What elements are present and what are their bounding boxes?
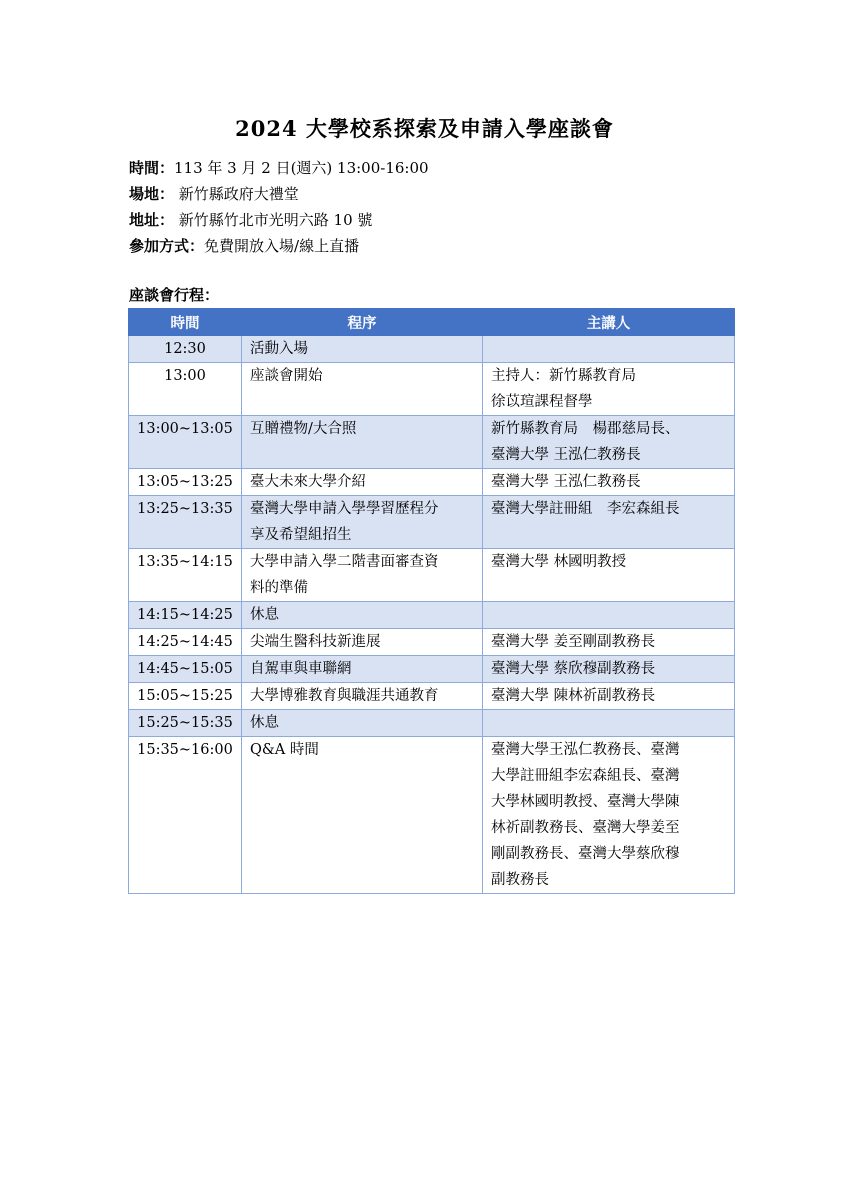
table-row — [129, 683, 735, 710]
cell-speaker: 新竹縣教育局 楊郡慈局長、 臺灣大學 王泓仁教務長 — [483, 416, 735, 469]
cell-speaker: 臺灣大學 姜至剛副教務長 — [483, 629, 735, 656]
cell-speaker: 臺灣大學 陳林祈副教務長 — [483, 683, 735, 710]
cell-program: 活動入場 — [242, 336, 483, 363]
table-row — [129, 737, 735, 894]
cell-program: 大學申請入學二階書面審查資 料的準備 — [242, 549, 483, 602]
schedule-title: 座談會行程： — [129, 286, 220, 304]
cell-program: 臺灣大學申請入學學習歷程分 享及希望組招生 — [242, 496, 483, 549]
cell-time: 14:15~14:25 — [129, 602, 242, 629]
cell-time: 13:35~14:15 — [129, 549, 242, 602]
cell-speaker: 臺灣大學 王泓仁教務長 — [483, 469, 735, 496]
cell-time: 13:25~13:35 — [129, 496, 242, 549]
header-speaker: 主講人 — [483, 309, 735, 336]
cell-program: 座談會開始 — [242, 363, 483, 416]
cell-time: 15:05~15:25 — [129, 683, 242, 710]
cell-program: 自駕車與車聯網 — [242, 656, 483, 683]
table-row — [129, 496, 735, 549]
cell-program: 休息 — [242, 710, 483, 737]
cell-speaker — [483, 602, 735, 629]
table-row — [129, 363, 735, 416]
table-row — [129, 469, 735, 496]
header-time: 時間 — [129, 309, 242, 336]
info-value: 新竹縣政府大禮堂 — [174, 185, 299, 203]
table-row — [129, 336, 735, 363]
cell-speaker: 臺灣大學註冊組 李宏森組長 — [483, 496, 735, 549]
info-venue — [129, 181, 429, 207]
info-label: 場地： — [129, 185, 175, 203]
table-row — [129, 710, 735, 737]
info-value: 新竹縣竹北市光明六路 10 號 — [174, 211, 373, 229]
cell-speaker: 主持人：新竹縣教育局 徐苡瑄課程督學 — [483, 363, 735, 416]
table-row — [129, 656, 735, 683]
table-header-row — [129, 309, 735, 336]
event-info — [129, 155, 429, 259]
info-label: 時間： — [129, 159, 175, 177]
cell-speaker: 臺灣大學王泓仁教務長、臺灣 大學註冊組李宏森組長、臺灣 大學林國明教授、臺灣大學陳 林祈副教務長、臺灣大學姜至 剛副教務長、臺灣大學蔡欣穆 副教務長 — [483, 737, 735, 894]
cell-time: 12:30 — [129, 336, 242, 363]
cell-speaker — [483, 336, 735, 363]
cell-program: 休息 — [242, 602, 483, 629]
cell-program: Q&A 時間 — [242, 737, 483, 894]
cell-time: 14:45~15:05 — [129, 656, 242, 683]
cell-time: 13:00~13:05 — [129, 416, 242, 469]
cell-program: 尖端生醫科技新進展 — [242, 629, 483, 656]
info-address — [129, 207, 429, 233]
header-program: 程序 — [242, 309, 483, 336]
cell-time: 14:25~14:45 — [129, 629, 242, 656]
cell-speaker — [483, 710, 735, 737]
info-value: 免費開放入場/線上直播 — [204, 237, 360, 255]
cell-speaker: 臺灣大學 蔡欣穆副教務長 — [483, 656, 735, 683]
table-row — [129, 416, 735, 469]
info-attendance — [129, 233, 429, 259]
cell-time: 15:35~16:00 — [129, 737, 242, 894]
table-row — [129, 549, 735, 602]
cell-program: 臺大未來大學介紹 — [242, 469, 483, 496]
schedule-table — [128, 308, 735, 894]
table-row — [129, 602, 735, 629]
info-label: 參加方式： — [129, 237, 205, 255]
table-row — [129, 629, 735, 656]
cell-program: 互贈禮物/大合照 — [242, 416, 483, 469]
info-time — [129, 155, 429, 181]
info-label: 地址： — [129, 211, 175, 229]
cell-speaker: 臺灣大學 林國明教授 — [483, 549, 735, 602]
cell-program: 大學博雅教育與職涯共通教育 — [242, 683, 483, 710]
info-value: 113 年 3 月 2 日(週六) 13:00-16:00 — [174, 159, 429, 177]
cell-time: 13:00 — [129, 363, 242, 416]
page-title: 2024 大學校系探索及申請入學座談會 — [235, 116, 614, 141]
cell-time: 13:05~13:25 — [129, 469, 242, 496]
cell-time: 15:25~15:35 — [129, 710, 242, 737]
